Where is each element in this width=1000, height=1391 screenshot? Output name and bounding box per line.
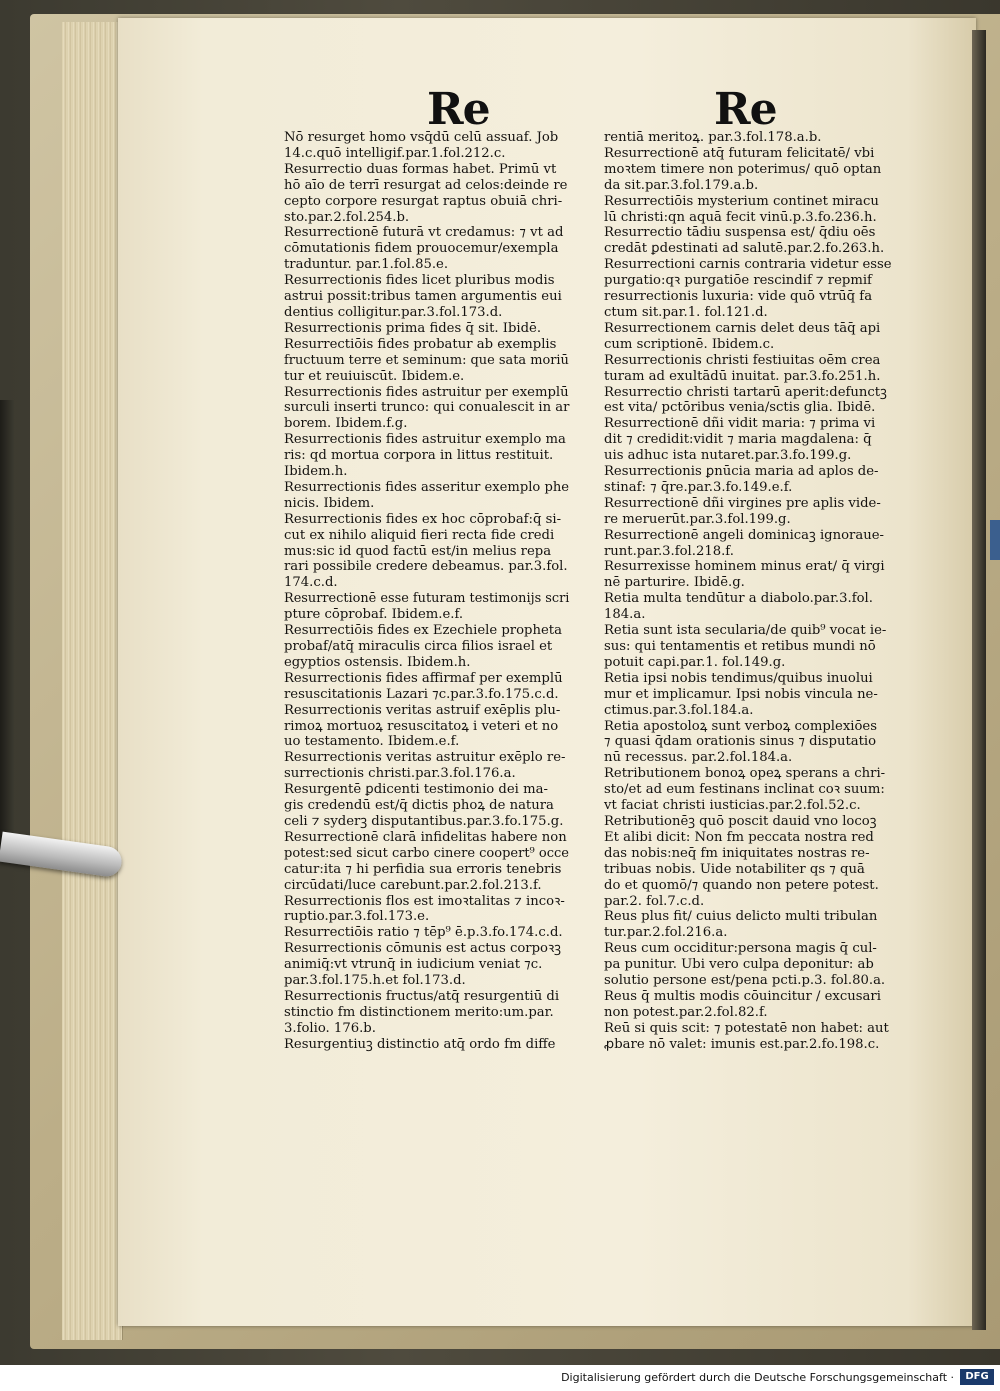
text-line: mus:sic id quod factū est/in melius repa (284, 543, 552, 559)
right-column (604, 130, 904, 1053)
text-line: Resurrectionis fides asseritur exemplo phe (284, 479, 570, 495)
text-line: sto.par.2.fol.254.b. (284, 209, 410, 225)
text-line: Resurrectionis veritas astruif exēplis plu- (284, 702, 561, 718)
text-line: Resurrectiōis mysterium continet miracu (604, 193, 879, 209)
text-line: cum scriptionē. Ibidem.c. (604, 336, 775, 352)
text-line: non potest.par.2.fol.82.f. (604, 1004, 768, 1020)
text-line: Resurrectionis veritas astruitur exēplo re- (284, 750, 566, 766)
text-line: Resurrectionis fides astruitur exemplo ma (284, 432, 566, 448)
text-line: Resurrectiōis ratio ⁊ tēp⁹ ē.p.3.fo.174.c.d. (284, 925, 563, 941)
text-line: Resurrectionis cōmunis est actus corpoꝛꝫ (284, 941, 561, 957)
text-line: Resurrectionis fides affirmaf per exemplū (284, 670, 563, 686)
text-line: do et quomō/⁊ quando non petere potest. (604, 877, 879, 893)
text-line: catur:ita ⁊ hi perfidia sua erroris tenebris (284, 861, 562, 877)
text-line: das nobis:neq̄ fm iniquitates nostras re- (604, 845, 870, 861)
text-line: uis adhuc ista nutaret.par.3.fo.199.g. (604, 448, 852, 464)
text-line: dentius colligitur.par.3.fol.173.d. (284, 304, 503, 320)
text-line: Resurrectiōis fides ex Ezechiele propheta (284, 623, 562, 639)
text-line: re meruerūt.par.3.fol.199.g. (604, 511, 791, 527)
text-line: gis credendū est/q̄ dictis phoꝝ de natura (284, 798, 554, 814)
running-head-left: Re (427, 84, 490, 135)
text-line: 14.c.quō intelligif.par.1.fol.212.c. (284, 145, 506, 161)
text-line: Resurrectionē clarā infidelitas habere non (284, 829, 567, 845)
text-line: Resurrectionis fides astruitur per exemplū (284, 384, 569, 400)
text-line: Resurrectionis prima fides q̄ sit. Ibidē. (284, 320, 542, 336)
text-line: probaf/atq̄ miraculis circa filios israel et (284, 639, 553, 654)
text-line: mur et implicamur. Ipsi nobis vincula ne- (604, 686, 878, 702)
text-line: par.3.fol.175.h.et fol.173.d. (284, 973, 466, 989)
text-line: stinaf: ⁊ q̄re.par.3.fo.149.e.f. (604, 479, 793, 495)
text-line: purgatio:qꝛ purgatiōe rescindif ⁊ repmif (604, 273, 872, 289)
text-line: sus: qui tentamentis et retibus mundi nō (604, 639, 876, 654)
text-line: 174.c.d. (284, 575, 338, 591)
text-line: da sit.par.3.fol.179.a.b. (604, 177, 759, 193)
text-line: solutio persone est/pena pcti.p.3. fol.80.a. (604, 973, 886, 989)
text-line: Resurrectionē futurā vt credamus: ⁊ vt ad (284, 225, 564, 241)
text-line: ris: qd mortua corpora in littus restituit. (284, 448, 554, 464)
text-line: Retia apostoloꝝ sunt verboꝝ complexiōes (604, 718, 877, 734)
text-line: traduntur. par.1.fol.85.e. (284, 257, 449, 273)
text-line: Resurrectio christi tartarū aperit:defunctꝫ (604, 384, 887, 400)
text-line: Resurrectio tādiu suspensa est/ q̄diu oēs (604, 225, 876, 241)
text-line: cut ex nihilo aliquid fieri recta fide credi (284, 527, 555, 543)
text-line: Resurrectionis flos est imoꝛtalitas ⁊ incoꝛ- (284, 893, 565, 909)
text-line: nicis. Ibidem. (284, 495, 375, 511)
text-line: egyptios ostensis. Ibidem.h. (284, 654, 471, 670)
text-line: Resurrectionis fides ex hoc cōprobaf:q̄ si- (284, 511, 562, 527)
left-column (284, 130, 569, 1053)
text-line: Resurrectionē esse futuram testimonijs scri (284, 591, 570, 607)
text-line: par.2. fol.7.c.d. (604, 893, 705, 909)
footer-credit: Digitalisierung gefördert durch die Deutsche Forschungsgemeinschaft · (561, 1371, 954, 1384)
text-line: Resurrectionē atq̄ futuram felicitatē/ vbi (604, 145, 875, 161)
text-line: Resurrectionis christi festiuitas oēm crea (604, 352, 881, 368)
text-line: rimoꝝ mortuoꝝ resuscitatoꝝ i veteri et no (284, 718, 559, 734)
text-line: circūdati/luce carebunt.par.2.fol.213.f. (284, 877, 542, 893)
text-line: Resurgentē ꝑdicenti testimonio dei ma- (284, 782, 548, 798)
text-line: resurrectionis luxuria: vide quō vtrūq̄ fa (604, 289, 873, 305)
text-line: Resurrectionē angeli dominicaꝫ ignoraue- (604, 527, 884, 543)
text-line: ⁊ quasi q̄dam orationis sinus ⁊ disputatio (604, 734, 877, 750)
text-line: stinctio fm distinctionem merito:um.par. (284, 1004, 554, 1020)
text-line: surrectionis christi.par.3.fol.176.a. (284, 766, 516, 782)
text-line: hō aīo de terrī resurgat ad celos:deinde re (284, 177, 568, 193)
text-line: ruptio.par.3.fol.173.e. (284, 909, 430, 925)
text-line: Et alibi dicit: Non fm peccata nostra red (604, 829, 874, 845)
text-line: Retia sunt ista secularia/de quib⁹ vocat ie- (604, 623, 887, 639)
text-line: Resurrectionē dñi virgines pre aplis vide- (604, 495, 881, 511)
text-line: Resurgentiuꝫ distinctio atq̄ ordo fm diffe (284, 1036, 556, 1052)
text-line: potuit capi.par.1. fol.149.g. (604, 654, 786, 670)
text-line: Retributionem bonoꝝ opeꝝ sperans a chri- (604, 766, 886, 782)
text-line: sto/et ad eum festinans inclinat coꝛ suum: (604, 782, 885, 798)
text-line: rentiā meritoꝝ. par.3.fol.178.a.b. (604, 130, 822, 145)
text-line: surculi inserti trunco: qui conualescit in ar (284, 400, 570, 416)
text-line: est vita/ pctōribus venia/sctis glia. Ibidē. (604, 400, 876, 416)
text-line: Resurrectionem carnis delet deus tāq̄ api (604, 320, 881, 336)
text-line: Reus plus fit/ cuius delicto multi tribulan (604, 909, 878, 925)
text-line: Resurrectionis fructus/atq̄ resurgentiū di (284, 988, 560, 1004)
text-line: tur.par.2.fol.216.a. (604, 925, 728, 941)
text-line: vt faciat christi iusticias.par.2.fol.52.c. (604, 798, 861, 814)
text-line: Resurrectionē dñi vidit maria: ⁊ prima vi (604, 416, 876, 432)
text-line: turam ad exultādū inuitat. par.3.fo.251.h. (604, 368, 881, 384)
text-line: celi ⁊ syderꝫ disputantibus.par.3.fo.175.g. (284, 813, 564, 829)
text-line: credāt ꝑdestinati ad salutē.par.2.fo.263.h. (604, 241, 885, 257)
text-line: Resurrectioni carnis contraria videtur esse (604, 257, 892, 273)
text-line: nē parturire. Ibidē.g. (604, 575, 745, 591)
running-head-right: Re (714, 84, 777, 135)
text-line: Nō resurget homo vsq̄dū celū assuaf. Job (284, 130, 559, 145)
text-line: Resurrexisse hominem minus erat/ q̄ virgi (604, 559, 885, 575)
text-line: pture cōprobaf. Ibidem.e.f. (284, 607, 464, 623)
binding-shadow (0, 400, 14, 860)
text-line: ctum sit.par.1. fol.121.d. (604, 304, 768, 320)
text-line: Resurrectionis fides licet pluribus modis (284, 273, 555, 289)
text-line: cepto corpore resurgat raptus obuiā chri- (284, 193, 563, 209)
text-line: Resurrectiōis fides probatur ab exemplis (284, 336, 557, 352)
text-line: Ibidem.h. (284, 464, 348, 480)
text-line: resuscitationis Lazari ⁊c.par.3.fo.175.c.d. (284, 686, 559, 702)
text-line: nū recessus. par.2.fol.184.a. (604, 750, 793, 766)
text-line: Reus cum occiditur:persona magis q̄ cul- (604, 941, 877, 957)
text-line: borem. Ibidem.f.g. (284, 416, 408, 432)
text-line: pa punitur. Ubi vero culpa deponitur: ab (604, 957, 874, 973)
page-edges (62, 22, 123, 1340)
text-line: tur et reuiuiscūt. Ibidem.e. (284, 368, 465, 384)
text-line: potest:sed sicut carbo cinere coopert⁹ occe (284, 845, 569, 861)
footer-bar (0, 1365, 1000, 1391)
dfg-logo: DFG (960, 1369, 994, 1385)
text-line: cōmutationis fidem prouocemur/exempla (284, 241, 559, 257)
text-line: fructuum terre et seminum: que sata moriū (284, 352, 569, 368)
text-line: Retia multa tendūtur a diabolo.par.3.fol. (604, 591, 873, 607)
text-line: ctimus.par.3.fol.184.a. (604, 702, 754, 718)
text-line: astrui possit:tribus tamen argumentis eui (284, 289, 562, 305)
text-line: tribuas nobis. Uide notabiliter qs ⁊ quā (604, 861, 865, 877)
text-line: Retia ipsi nobis tendimus/quibus inuolui (604, 670, 873, 686)
text-line: 3.folio. 176.b. (284, 1020, 376, 1036)
text-line: runt.par.3.fol.218.f. (604, 543, 734, 559)
text-line: animiq̄:vt vtrunq̄ in iudicium veniat ⁊c. (284, 957, 543, 973)
text-line: uo testamento. Ibidem.e.f. (284, 734, 460, 750)
gutter-edge (972, 30, 986, 1330)
text-line: lū christi:qn aquā fecit vinū.p.3.fo.236.h. (604, 209, 877, 225)
text-line: ꝓbare nō valet: imunis est.par.2.fo.198.c. (604, 1036, 880, 1052)
text-line: Reū si quis scit: ⁊ potestatē non habet: aut (604, 1020, 889, 1036)
text-line: Resurrectio duas formas habet. Primū vt (284, 161, 557, 177)
text-line: Resurrectionis ꝑnūcia maria ad aplos de- (604, 464, 879, 480)
text-line: rari possibile credere debeamus. par.3.fol. (284, 559, 568, 575)
text-line: dit ⁊ credidit:vidit ⁊ maria magdalena: q̄ (604, 432, 872, 448)
text-line: Retributionēꝫ quō poscit dauid vno locoꝫ (604, 813, 877, 829)
blue-marker (990, 520, 1000, 560)
text-line: moꝛtem timere non poterimus/ quō optan (604, 161, 882, 177)
text-line: Reus q̄ multis modis cōuincitur / excusari (604, 988, 881, 1004)
text-line: 184.a. (604, 607, 646, 623)
